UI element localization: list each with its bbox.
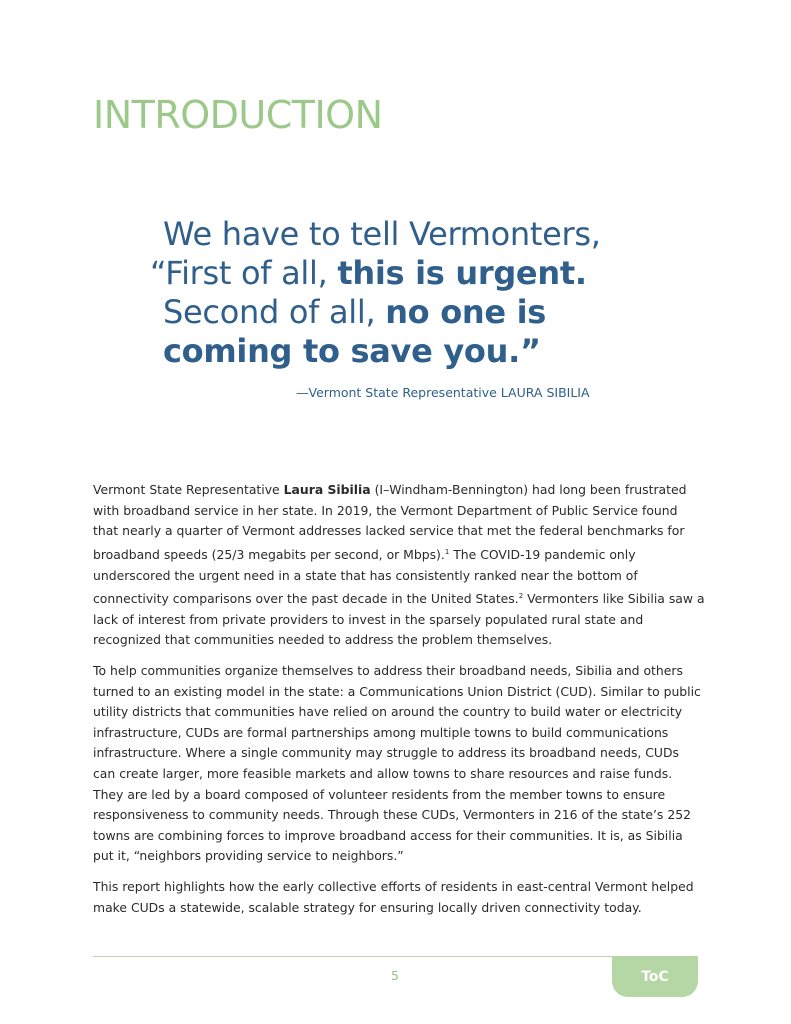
toc-button[interactable]: ToC bbox=[612, 957, 698, 997]
quote-line-1: We have to tell Vermonters, bbox=[163, 215, 601, 253]
body-text bbox=[93, 480, 705, 928]
footer-divider bbox=[93, 956, 698, 957]
quote-emphasis-urgent: this is urgent. bbox=[337, 254, 587, 292]
quote-line-2 bbox=[150, 254, 670, 293]
quote-line-2-text: “First of all, bbox=[150, 254, 338, 292]
page-number: 5 bbox=[391, 969, 399, 983]
quote-line-3 bbox=[150, 293, 670, 332]
section-title: INTRODUCTION bbox=[93, 93, 383, 137]
paragraph-3: This report highlights how the early collective efforts of residents in east-central Vermont helped make CUDs a statewide, scalable strategy for ensuring locally driven connectivity today. bbox=[93, 878, 694, 915]
quote-line-4 bbox=[150, 332, 670, 371]
paragraph-1-text-c: (I–Windham-Bennington) had long been frustrated with broadband service in her state. In 2019, the Vermont Department of Public Service found that nearly a quarter of Vermont addresses lacked service that met the federal benchmarks for broadband speeds (25/3 megabits per second, or Mbps). bbox=[93, 482, 687, 562]
footnote-ref-2[interactable]: 2 bbox=[518, 592, 524, 601]
paragraph-1-text-e: Vermonters like Sibilia saw a lack of interest from private providers to invest in the sparsely populated rural state and recognized that communities needed to address the problem themselves. bbox=[93, 591, 705, 648]
quote-emphasis-coming: coming to save you.” bbox=[163, 332, 541, 370]
pull-quote bbox=[150, 215, 670, 371]
paragraph-2: To help communities organize themselves to address their broadband needs, Sibilia and others turned to an existing model in the state: a Communications Union District (CUD). Similar to public utility districts that communities have relied on around the country to build water or electricity infrastructure, CUDs are formal partnerships among multiple towns to build communications infrastructure. Where a single community may struggle to address its broadband needs, CUDs can create larger, more feasible markets and allow towns to share resources and raise funds. They are led by a board composed of volunteer residents from the member towns to ensure responsiveness to community needs. Through these CUDs, Vermonters in 216 of the state’s 252 towns are combining forces to improve broadband access for their communities. It is, as Sibilia put it, “neighbors providing service to neighbors.” bbox=[93, 663, 701, 864]
paragraph-1 bbox=[93, 480, 705, 651]
quote-line-3-text: Second of all, bbox=[163, 293, 386, 331]
paragraph-1-text-d: The COVID-19 pandemic only underscored the urgent need in a state that has consistently ranked near the bottom of connectivity comparisons over the past decade in the United States. bbox=[93, 546, 638, 607]
quote-attribution: —Vermont State Representative LAURA SIBILIA bbox=[296, 385, 590, 400]
footnote-ref-1[interactable]: 1 bbox=[444, 547, 450, 556]
paragraph-1-text-a: Vermont State Representative bbox=[93, 482, 284, 497]
quote-emphasis-no-one: no one is bbox=[385, 293, 547, 331]
person-name: Laura Sibilia bbox=[283, 482, 371, 497]
